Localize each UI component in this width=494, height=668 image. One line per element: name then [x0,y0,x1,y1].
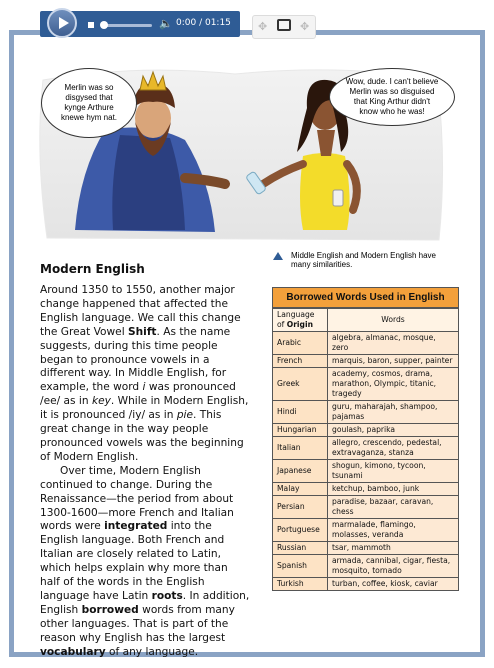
row-language: Persian [273,496,328,519]
borrowed-words-table [272,287,459,591]
row-language: Spanish [273,555,328,578]
table-row [273,578,459,591]
row-language: Arabic [273,332,328,355]
table-row [273,483,459,496]
text-run: of any language. [105,645,199,658]
row-language: Russian [273,542,328,555]
body-text [40,284,250,659]
row-words: algebra, almanac, mosque, zero [328,332,459,355]
text-run: was pronounced /ee/ as in [40,381,236,408]
header-language-line1: Language [277,310,315,319]
row-language: Malay [273,483,328,496]
seek-bar[interactable] [102,24,152,27]
table-row [273,401,459,424]
row-words: paradise, bazaar, caravan, chess [328,496,459,519]
chat-icon[interactable] [277,19,291,31]
row-language: Greek [273,368,328,401]
header-language [273,309,328,332]
row-language: Portuguese [273,519,328,542]
table-row [273,542,459,555]
row-words: armada, cannibal, cigar, fiesta, mosquito, tornado [328,555,459,578]
text-run: into the English language. Both French and Italian are closely related to Latin, which helps explain why more than half of the words in the English language have Latin [40,520,228,602]
example-word-pie: pie [176,409,193,422]
play-button[interactable] [47,8,77,38]
table-row [273,519,459,542]
table-row [273,555,459,578]
speech-bubble-right: Wow, dude. I can't believe Merlin was so disguised that King Arthur didn't know who he was! [329,68,455,126]
vocab-roots: roots [151,589,183,602]
table-row [273,460,459,483]
example-word-i: i [142,381,146,394]
text-run: . While in Modern English, it is pronounced /iy/ as in [40,395,249,422]
table-row [273,332,459,355]
row-language: Hindi [273,401,328,424]
table-row [273,437,459,460]
header-language-prefix: of [277,320,287,329]
text-run: . In addition, English [40,589,250,616]
table-row [273,424,459,437]
row-words: allegro, crescendo, pedestal, extravaganza, stanza [328,437,459,460]
text-run: words from many other languages. That is part of the reason why English has the largest [40,603,235,644]
paragraph-2 [40,465,250,660]
illustration [35,60,447,245]
text-run: . This great change in the way people pronounced vowels was the beginning of Modern English. [40,409,244,463]
time-readout: 0:00 / 01:15 [176,18,231,28]
row-words: marquis, baron, supper, painter [328,355,459,368]
table-title: Borrowed Words Used in English [272,287,459,308]
row-language: Turkish [273,578,328,591]
row-language: Hungarian [273,424,328,437]
row-words: tsar, mammoth [328,542,459,555]
row-words: turban, coffee, kiosk, caviar [328,578,459,591]
drag-icon[interactable]: ✥ [258,21,268,33]
audio-player [40,11,240,37]
text-run: Around 1350 to 1550, another major change happened that affected the English language. We call this change the Great Vowel [40,284,241,338]
row-words: goulash, paprika [328,424,459,437]
speech-bubble-left: Merlin was so disgysed that kynge Arthure knewe hym nat. [41,68,137,138]
vocab-vocabulary: vocabulary [40,645,106,658]
vocab-borrowed: borrowed [81,603,139,616]
section-heading: Modern English [40,262,145,276]
row-words: shogun, kimono, tycoon, tsunami [328,460,459,483]
table-row [273,496,459,519]
row-words: academy, cosmos, drama, marathon, Olympic, titanic, tragedy [328,368,459,401]
stop-button[interactable] [88,22,94,28]
caption-triangle-icon [273,252,283,260]
seek-handle[interactable] [100,21,108,29]
toolbar-pill [252,15,316,39]
header-words: Words [328,309,459,332]
text-run: . As the name suggests, during this time people began to pronounce vowels in a different way. In Middle English, for example, the word [40,325,231,394]
table-body [272,308,459,591]
example-word-key: key [91,395,111,408]
header-language-bold: Origin [286,320,313,329]
volume-icon[interactable]: 🔈 [159,18,173,30]
paragraph-1 [40,284,250,465]
row-words: guru, maharajah, shampoo, pajamas [328,401,459,424]
row-words: ketchup, bamboo, junk [328,483,459,496]
table-row [273,368,459,401]
drag-icon-right[interactable]: ✥ [300,21,310,33]
vocab-integrated: integrated [104,520,168,533]
table-header-row [273,309,459,332]
row-language: Italian [273,437,328,460]
row-language: Japanese [273,460,328,483]
illustration-caption: Middle English and Modern English have many similarities. [291,251,436,269]
table-row [273,355,459,368]
text-run: Over time, Modern English continued to change. During the Renaissance—the period from about 1300-1600—more French and Italian words were [40,464,234,533]
vocab-shift: Shift [128,325,157,338]
row-language: French [273,355,328,368]
row-words: marmalade, flamingo, molasses, veranda [328,519,459,542]
